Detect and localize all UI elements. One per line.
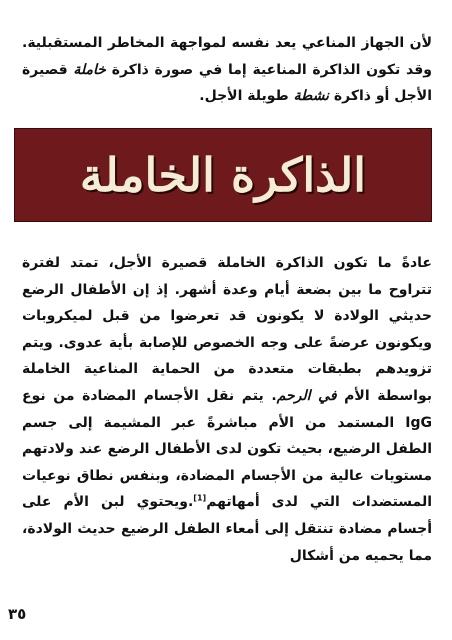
intro-italic-2: نشطة xyxy=(293,88,329,105)
intro-paragraph xyxy=(22,30,432,110)
body-text-3: .ويحتوي لبن الأم على أجسام مضادة تنتقل إلى أمعاء الطفل الرضيع حديث الولادة، مما يحميه من أشكال xyxy=(22,494,432,564)
intro-italic-1: خاملة xyxy=(73,61,106,78)
page-number: ٣٥ xyxy=(8,605,27,623)
body-italic: في الرحم xyxy=(276,387,337,404)
body-paragraph xyxy=(22,250,432,569)
body-text-1: عادةً ما تكون الذاكرة الخاملة قصيرة الأجل، تمتد لفترة تتراوح ما بين بضعة أيام وعدة أشهر. إذ إن الأطفال الرضع حديثي الولادة لا يكونون قد تعرضوا من قبل لميكروبات ويكونون عرضةً على وجه الخصوص للإصابة بأية عدوى. ويتم تزويدهم بطبقات متعددة من الحماية المناعية الخاملة بواسطة الأم xyxy=(22,255,432,404)
footnote-marker[interactable]: [1] xyxy=(193,493,207,503)
intro-text-2: قصيرة الأجل أو ذاكرة xyxy=(22,61,432,105)
section-banner xyxy=(14,128,432,222)
body-text-2: . يتم نقل الأجسام المضادة من نوع IgG المستمد من الأم مباشرةً عبر المشيمة إلى جسم الطفل الرضيع، بحيث تكون لدى الأطفال الرضع عند ولادتهم مستويات عالية من الأجسام المضادة، وبنفس نطاق نوعيات المستضدات التي لدى أمهاتهم xyxy=(22,387,432,511)
intro-text-1: لأن الجهاز المناعي يعد نفسه لمواجهة المخاطر المستقبلية. وقد تكون الذاكرة المناعية إما في صورة ذاكرة xyxy=(22,35,432,78)
intro-text-3: طويلة الأجل. xyxy=(199,88,294,105)
section-title: الذاكرة الخاملة xyxy=(79,148,367,202)
